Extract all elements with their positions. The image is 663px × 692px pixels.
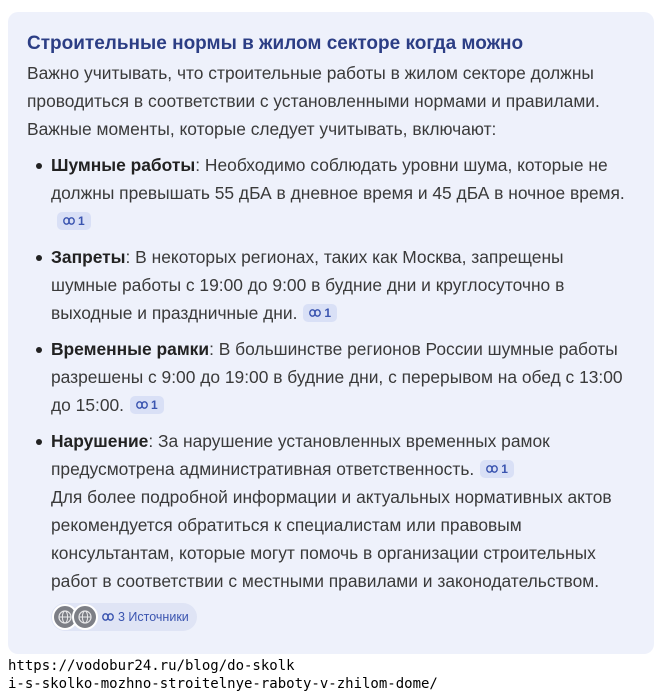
link-icon [102,613,114,621]
sources-label: 3 Источники [118,610,189,624]
citation-button[interactable] [303,304,337,322]
citation-button[interactable] [480,460,514,478]
link-icon [486,465,498,473]
point-text: : В некоторых регионах, таких как Москва, запрещены шумные работы с 19:00 до 9:00 в будние дни и круглосуточно в выходные и праздничные дни. [51,247,565,323]
answer-title: Строительные нормы в жилом секторе когда можно [27,33,524,54]
source-url-line-1[interactable]: https://vodobur24.ru/blog/do-skolk [8,658,295,674]
link-icon [63,217,75,225]
list-item [51,151,634,235]
answer-card [8,12,654,654]
citation-number: 1 [324,306,332,320]
citation-number: 1 [151,398,158,412]
source-url-line-2[interactable]: i-s-skolko-mozhno-stroitelnye-raboty-v-zhilom-dome/ [8,676,438,692]
point-term: Шумные работы [51,155,196,175]
citation-button[interactable] [130,396,164,414]
point-text: : В большинстве регионов России шумные работы разрешены с 9:00 до 19:00 в будние дни, с перерывом на обед с 13:00 до 15:00. [51,339,623,415]
sources-button[interactable] [51,603,197,631]
point-text: : Необходимо соблюдать уровни шума, которые не должны превышать 55 дБА в дневное время и 45 дБА в ночное время. [51,155,625,203]
sources-label-wrap [102,610,189,624]
citation-number: 1 [501,462,508,476]
answer-points-list [27,151,634,595]
link-icon [309,309,321,317]
globe-icon [72,604,98,630]
point-term: Запреты [51,247,126,267]
list-item [51,427,634,595]
answer-intro: Важно учитывать, что строительные работы в жилом секторе должны проводиться в соответствии с установленными нормами и правилами. Важные моменты, которые следует учитывать, включают: [27,63,600,139]
link-icon [136,401,148,409]
citation-number: 1 [78,214,85,228]
list-item [51,335,634,419]
point-text: : За нарушение установленных временных рамок предусмотрена административная ответственность. [51,431,550,479]
point-extra-text: Для более подробной информации и актуальных нормативных актов рекомендуется обратиться к специалистам или правовым консультантам, которые могут помочь в организации строительных работ в соответствии с местными правилами и законодательством. [51,487,612,591]
point-term: Временные рамки [51,339,210,359]
citation-button[interactable] [57,212,91,230]
point-term: Нарушение [51,431,149,451]
list-item [51,243,634,327]
